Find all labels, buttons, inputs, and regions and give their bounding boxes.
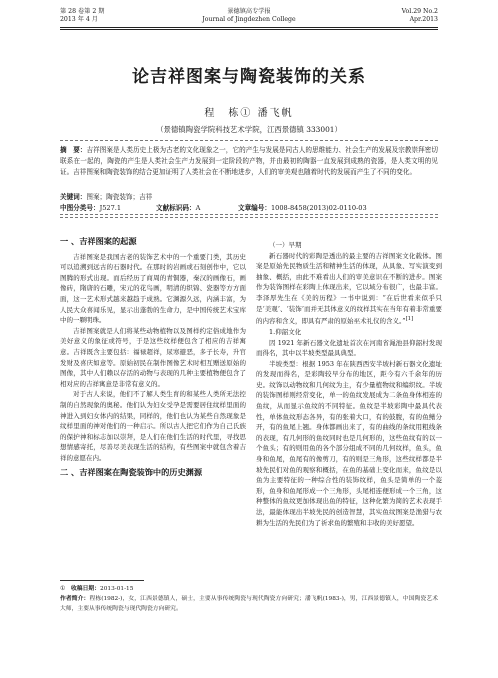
body-paragraph: 对于古人来说，他们不了解人类生育的和某些人类所无法控制的自然现象的奥秘。他们认为妇女受孕是需要居住纹样里面的神进入到妇女体内的结果，同样的，他们也认为某些自然现象是纹样里面的神对他们的一种启示。所以古人把它们作为自己氏族的保护神和标志加以崇拜，是人们在他们生活的时代里，寻找思想情感寄托，尽善尽美表现生活的结构，有些图案中就包含着吉祥的意愿在内。 <box>60 390 246 462</box>
abstract-label: 摘 要： <box>60 146 87 154</box>
header-volume-en: Vol.29 No.2 <box>401 8 438 15</box>
received-date: ① 收稿日期：2013-01-15 <box>60 586 134 592</box>
abstract-bottom-divider-2 <box>60 217 438 218</box>
author-bio: 作者简介：程栋(1982-)，女，江西景德镇人，硕士，主要从事传统陶瓷与现代陶瓷方向研究；潘飞帆(1983-)，男，江西景德镇人，中国陶瓷艺术大师，主要从事传统陶瓷与现代陶瓷方向研究。 <box>60 596 438 612</box>
subsection-heading-early: （一）早期 <box>269 241 302 249</box>
body-paragraph: 半坡类型：根据 1953 年在陕西西安半坡村新石器文化遗址的发现而得名，是彩陶较早分布的地区，距今有六千余年的历史。纹饰以动物纹和几何纹为主，有少量植物纹和编织纹。半坡的装饰图样则经常变化，单一的鱼纹发展成为二条鱼身体相连的鱼纹，从而显示鱼纹的不同特征。鱼纹是半坡彩陶中最具代表性，单体鱼纹形态各异，有的张着大口，有的鼓腹，有的鱼鳍分开，有的鱼尾上翘。身体都画出来了，有的曲线的条纹用粗线条的表现，有几何形的鱼纹同时也是几何形的，这些鱼纹有的以一个鱼头；有的则用鱼的各个部分组成不同的几何纹样，鱼头，鱼身和鱼尾，鱼尾有的像剪刀，有的则是三角形，这些纹样都是半坡先民们对鱼的观察和概括，在鱼的基础上变化而来，鱼纹是以鱼为主要特征的一种综合性的装饰纹样，鱼头是简单的一个菱形，鱼身和鱼尾形成一个三角形，头尾相连便形成一个三角，这种整体的鱼纹更加体现出鱼的特征，这种化繁为简的艺术表现手法，最能体现出半坡先民的创造智慧，其实鱼纹图案是渔猎与农耕为生活的先民们为了祈求鱼的繁殖和丰收的美好愿望。 <box>256 359 442 527</box>
header-journal-en: Journal of Jingdezhen College <box>202 16 296 23</box>
citation-marker: [1] <box>405 316 414 323</box>
header-journal-cn: 景德镇高专学报 <box>227 8 271 15</box>
footnote-divider <box>60 580 144 581</box>
body-paragraph: 新石器时代的彩陶是透出的最主要的吉祥图案文化载体。图案是原始先民物质生活和精神生活的体现，从具象、写实演变到抽象、概括，由此不难看出人们的审美意识在不断的进步。图案作为装饰图样在彩陶上体现出来，它以域分布很广，也最丰富。李泽厚先生在《美的历程》一书中说到：“在后世看来似乎只是‘美观’、‘装饰’而并无其体意义的纹样其实在当年有着非常重要的内容和含义，即具有严肃的原始巫术礼仪的含义。”[1] <box>256 251 442 326</box>
keywords-text: 图案；陶瓷装饰；吉祥 <box>86 193 153 201</box>
article-authors: 程 栋① 潘飞帆 <box>204 108 294 119</box>
abstract-top-divider <box>60 140 438 141</box>
header-journal <box>60 8 438 24</box>
header-rule <box>60 27 438 28</box>
article-title: 论吉祥图案与陶瓷装饰的关系 <box>132 67 366 87</box>
keywords <box>60 191 438 201</box>
abstract-text: 吉祥图案是人类历史上极为古老的文化现象之一，它的产生与发展是同古人的思维能力、社会生产的发展及宗教崇拜密切联系在一起的，陶瓷的产生是人类社会生产力发展到一定阶段的产物，并由最初的陶器一直发展到成熟的瓷器，是人类文明的见证。吉祥图案和陶瓷装饰的结合更加证明了人类社会在不断地进步，人们的审美观也随着时代的发展而产生了不同的变化。 <box>60 146 438 176</box>
section-heading-origin: 一 、吉祥图案的起源 <box>60 236 137 246</box>
keywords-label: 关键词： <box>60 193 87 201</box>
document-code: 文献标识码：A <box>156 204 201 212</box>
header-volume-cn: 第 28 卷第 2 期 <box>60 8 105 15</box>
header-date-en: Apr.2013 <box>409 16 438 23</box>
clc-number: 中图分类号：J527.1 <box>60 204 122 212</box>
abstract-bottom-divider <box>60 214 438 215</box>
article-number: 文章编号：1008-8458(2013)02-0110-03 <box>238 204 367 212</box>
article-affiliation: （景德镇陶瓷学院科技艺术学院，江西景德镇 333001） <box>156 125 342 134</box>
running-header <box>60 8 438 30</box>
footnote <box>60 584 438 614</box>
subsection-heading-yangshao: 1.仰韶文化 <box>269 327 302 336</box>
right-column <box>256 240 442 528</box>
body-paragraph: 吉祥图案就是人们将某些动物植物以及图样约定俗成地作为美好意义的象征或符号，于是这些纹样便包含了相应的吉祥寓意。吉祥既含主要包括：福禄超祥，尿寒避恶，多子长寿，升官发财及喜庆如意等。原始初民在制作图像艺术时相互赠送原始的图像，其中人们赖以存活的动物与表现的几种主要植物便包含了相对应的吉祥寓意是非常有意义的。 <box>60 326 246 388</box>
header-date-cn: 2013 年 4 月 <box>60 16 98 23</box>
header-issue <box>402 8 438 24</box>
left-column <box>60 236 246 483</box>
abstract <box>60 145 438 177</box>
body-paragraph: 吉祥图案是我国古老的装饰艺术中的一个重要门类，其历史可以追溯到远古的石器时代。在那时的岩画或石刻创作中，它以图腾的形式出现。而后经历了商周的青铜器，秦汉的画像石，画像砖，隋唐的石雕，宋元的花鸟画，明清的织锦、瓷器等方方面面，这一艺术形式越来越趋于成熟。它渊源久远，内涵丰富，为人民大众喜闻乐见，显示出蓬勃的生命力，是中国传统艺术宝库中的一颗明珠。 <box>60 252 246 325</box>
section-heading-history: 二 、吉祥图案在陶瓷装饰中的历史渊源 <box>60 467 203 478</box>
header-rule-thin <box>60 29 438 30</box>
body-paragraph: 因 1921 年新石器文化遗址首次在河南省渑池县仰韶村发现而得名，其中以半坡类型最具典型。 <box>256 338 442 358</box>
